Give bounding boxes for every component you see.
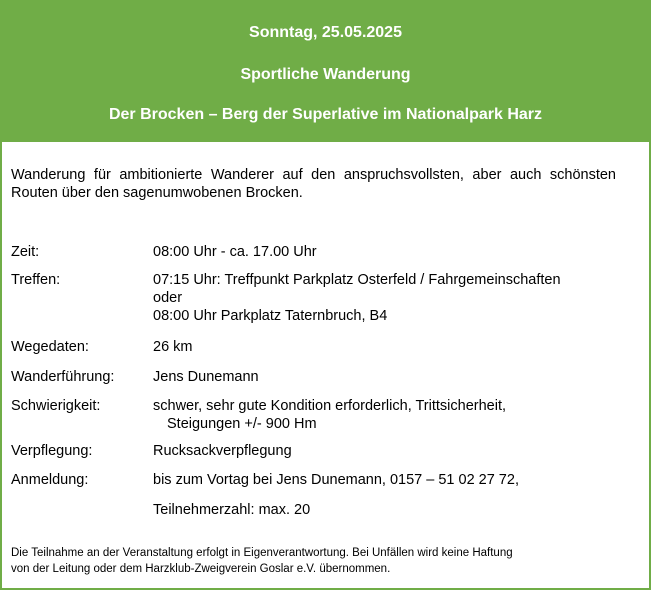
event-date: Sonntag, 25.05.2025 bbox=[249, 24, 402, 41]
detail-label: Treffen: bbox=[11, 272, 61, 288]
participant-limit: Teilnehmerzahl: max. 20 bbox=[153, 502, 311, 518]
detail-label: Wanderführung: bbox=[11, 369, 115, 385]
detail-value: 26 km bbox=[153, 339, 193, 355]
detail-value: 08:00 Uhr - ca. 17.00 Uhr bbox=[153, 244, 317, 260]
event-description: Wanderung für ambitionierte Wanderer auf den anspruchsvollsten, aber auch schönsten Routen über den sagenumwobenen Brocken. bbox=[11, 167, 616, 201]
detail-value bbox=[153, 271, 623, 325]
event-header bbox=[2, 2, 649, 142]
difficulty-line-2: Steigungen +/- 900 Hm bbox=[167, 416, 317, 432]
detail-value: Jens Dunemann bbox=[153, 369, 259, 385]
detail-value: Rucksackverpflegung bbox=[153, 443, 292, 459]
meeting-point-2: 08:00 Uhr Parkplatz Taternbruch, B4 bbox=[153, 308, 388, 324]
detail-value bbox=[153, 397, 623, 433]
detail-label: Anmeldung: bbox=[11, 472, 89, 488]
difficulty-line-1: schwer, sehr gute Kondition erforderlich, Trittsicherheit, bbox=[153, 398, 506, 414]
detail-label: Zeit: bbox=[11, 244, 40, 260]
detail-label: Wegedaten: bbox=[11, 339, 89, 355]
detail-label: Verpflegung: bbox=[11, 443, 93, 459]
disclaimer bbox=[11, 545, 631, 577]
event-type: Sportliche Wanderung bbox=[240, 66, 411, 83]
event-title: Der Brocken – Berg der Superlative im Nationalpark Harz bbox=[108, 106, 543, 123]
detail-label: Schwierigkeit: bbox=[11, 398, 101, 414]
meeting-point-1: 07:15 Uhr: Treffpunkt Parkplatz Osterfeld / Fahrgemeinschaften bbox=[153, 272, 561, 288]
disclaimer-line-2: von der Leitung oder dem Harzklub-Zweigverein Goslar e.V. übernommen. bbox=[11, 563, 391, 575]
meeting-or: oder bbox=[153, 290, 183, 306]
detail-value: bis zum Vortag bei Jens Dunemann, 0157 – 51 02 27 72, bbox=[153, 472, 519, 488]
disclaimer-line-1: Die Teilnahme an der Veranstaltung erfolgt in Eigenverantwortung. Bei Unfällen wird keine Haftung bbox=[11, 547, 513, 559]
